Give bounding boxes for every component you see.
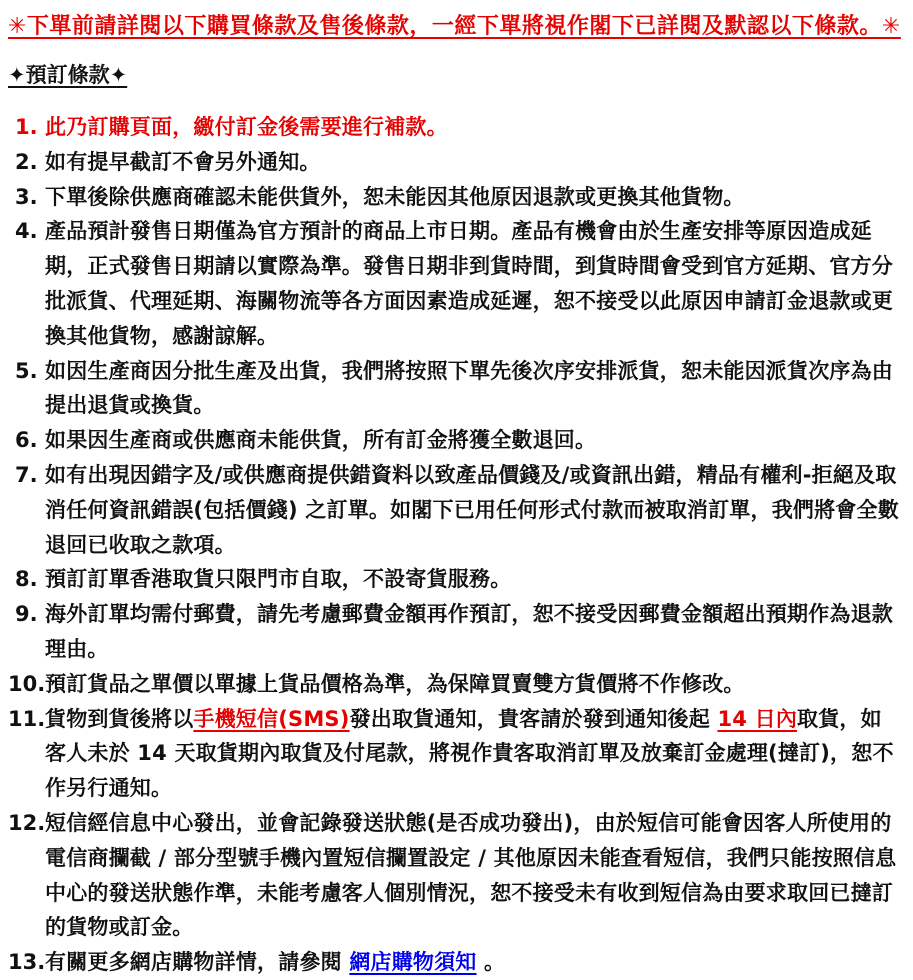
term-text: 海外訂單均需付郵費，請先考慮郵費金額再作預訂，恕不接受因郵費金額超出預期作為退款理由。	[45, 602, 893, 661]
term-item-1	[8, 110, 903, 145]
terms-document	[8, 12, 903, 980]
term-number: 12.	[8, 810, 46, 835]
term-number: 6.	[15, 428, 38, 453]
sms-highlight: 手機短信(SMS)	[193, 706, 350, 731]
pickup-days-highlight: 14 日內	[717, 706, 798, 731]
term-text-segment: 取貨，如客人未於 14 天取貨期內取貨及付尾款，將視作貴客取消訂單及放棄訂金處理(撻訂)，恕不作另行通知。	[45, 706, 894, 801]
term-text: 如果因生產商或供應商未能供貨，所有訂金將獲全數退回。	[45, 428, 597, 453]
term-text: 如有提早截訂不會另外通知。	[45, 149, 321, 174]
term-text: 如因生產商因分批生產及出貨，我們將按照下單先後次序安排派貨，恕未能因派貨次序為由提出退貨或換貨。	[45, 358, 893, 418]
purchase-notice-header: ✳下單前請詳閱以下購買條款及售後條款，一經下單將視作閣下已詳閱及默認以下條款。✳	[8, 14, 901, 39]
term-item-9	[8, 597, 903, 667]
term-number: 1.	[15, 115, 38, 139]
term-number: 3.	[15, 184, 38, 209]
term-text	[45, 945, 903, 980]
term-text: 短信經信息中心發出，並會記錄發送狀態(是否成功發出)，由於短信可能會因客人所使用的電信商攔截 / 部分型號手機內置短信攔置設定 / 其他原因未能查看短信，我們只能按照信息中心的發送狀態作準，未能考慮客人個別情況，恕不接受未有收到短信為由要求取回已撻訂的貨物或訂金。	[45, 810, 897, 940]
term-item-6	[8, 423, 903, 458]
term-text-segment: 。	[476, 950, 506, 975]
term-item-3	[8, 180, 903, 215]
term-text-segment: 發出取貨通知，貴客請於發到通知後起	[349, 706, 718, 731]
term-text-segment: 貨物到貨後將以	[45, 706, 194, 731]
term-item-4	[8, 214, 903, 353]
term-text-segment: 有關更多網店購物詳情，請參閱	[45, 950, 350, 975]
term-text: 產品預計發售日期僅為官方預計的商品上市日期。產品有機會由於生產安排等原因造成延期，正式發售日期請以實際為準。發售日期非到貨時間，到貨時間會受到官方延期、官方分批派貨、代理延期、海關物流等各方面因素造成延遲，恕不接受以此原因申請訂金退款或更換其他貨物，感謝諒解。	[45, 219, 893, 348]
section-title-preorder-terms: ✦預訂條款✦	[8, 63, 128, 87]
term-item-11	[8, 702, 903, 806]
term-number: 2.	[15, 149, 38, 174]
term-number: 9.	[15, 602, 38, 627]
term-item-2	[8, 145, 903, 180]
term-number: 7.	[15, 462, 38, 487]
term-number: 4.	[15, 219, 38, 244]
term-number: 8.	[15, 567, 38, 592]
term-text: 如有出現因錯字及/或供應商提供錯資料以致產品價錢及/或資訊出錯，精品有權利-拒絕及取消任何資訊錯誤(包括價錢) 之訂單。如閣下已用任何形式付款而被取消訂單，我們將會全數退回已收取之款項。	[45, 462, 899, 557]
terms-list	[8, 110, 903, 980]
term-item-8	[8, 562, 903, 597]
term-number: 13.	[8, 950, 46, 975]
term-item-5	[8, 354, 903, 424]
term-text: 此乃訂購頁面，繳付訂金後需要進行補款。	[45, 115, 448, 139]
term-number: 10.	[8, 671, 46, 696]
term-text	[45, 702, 903, 806]
term-item-12	[8, 806, 903, 945]
term-item-10	[8, 667, 903, 702]
term-number: 11.	[8, 706, 46, 731]
term-text: 預訂貨品之單價以單據上貨品價格為準，為保障買賣雙方貨價將不作修改。	[45, 671, 745, 696]
term-number: 5.	[15, 358, 38, 383]
term-item-13	[8, 945, 903, 980]
term-text: 預訂訂單香港取貨只限門市自取，不設寄貨服務。	[45, 567, 512, 592]
term-text: 下單後除供應商確認未能供貨外，恕未能因其他原因退款或更換其他貨物。	[45, 184, 745, 209]
shop-guide-link[interactable]: 網店購物須知	[349, 950, 477, 975]
term-item-7	[8, 458, 903, 562]
